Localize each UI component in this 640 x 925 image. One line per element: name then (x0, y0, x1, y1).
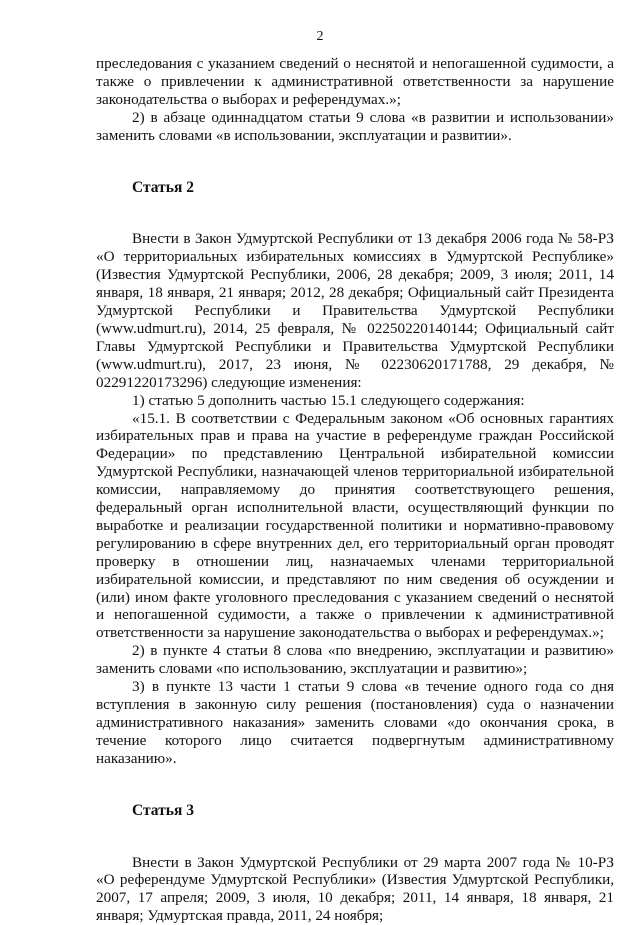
paragraph: «15.1. В соответствии с Федеральным законом «Об основных гарантиях избирательных прав и права на участие в референдуме граждан Российской Федерации» по представлению Центральной избирательной комиссии Удмуртской Республики, назначающей членов территориальной избирательной комиссии, направляемому до принятия соответствующего решения, федеральный орган исполнительной власти, осуществляющий функции по выработке и реализации государственной политики и нормативно-правовому регулированию в сфере внутренних дел, его территориальный орган проводят проверку в отношении лиц, назначаемых членами территориальной избирательной комиссии, и представляют по ним сведения об осуждении и (или) ином факте уголовного преследования с указанием сведений о неснятой и непогашенной судимости, а также о привлечении к административной ответственности за нарушение законодательства о выборах и референдумах.»; (96, 409, 614, 642)
paragraph: 3) в пункте 13 части 1 статьи 9 слова «в течение одного года со дня вступления в законную силу решения (постановления) суда о назначении административного наказания» заменить словами «до окончания срока, в течение которого лицо считается подвергнутым административному наказанию». (96, 678, 614, 767)
article-heading: Статья 3 (132, 801, 194, 819)
article-heading: Статья 2 (132, 178, 194, 196)
paragraph: Внести в Закон Удмуртской Республики от 13 декабря 2006 года № 58-РЗ «О территориальных избирательных комиссиях в Удмуртской Республике» (Известия Удмуртской Республики, 2006, 28 декабря; 2009, 3 июля; 2011, 14 января, 18 января, 21 января; 2012, 28 декабря; Официальный сайт Президента Удмуртской Республики и Правительства Удмуртской Республики (www.udmurt.ru), 2014, 25 февраля, № 02250220140144; Официальный сайт Главы Удмуртской Республики и Правительства Удмуртской Республики (www.udmurt.ru), 2017, 23 июня, № 02230620171788, 29 декабря, № 02291220173296) следующие изменения: (96, 230, 614, 391)
paragraph: 2) в пункте 4 статьи 8 слова «по внедрению, эксплуатации и развитию» заменить словами «по использованию, эксплуатации и развитию»; (96, 642, 614, 678)
document-body (96, 55, 614, 925)
paragraph: 1) статью 5 дополнить частью 15.1 следующего содержания: (132, 391, 525, 409)
page-number: 2 (316, 29, 324, 44)
paragraph: преследования с указанием сведений о неснятой и непогашенной судимости, а также о привлечении к административной ответственности за нарушение законодательства о выборах и референдумах.»; (96, 55, 614, 108)
paragraph: 2) в абзаце одиннадцатом статьи 9 слова «в развитии и использовании» заменить словами «в использовании, эксплуатации и развитии». (96, 108, 614, 144)
paragraph: Внести в Закон Удмуртской Республики от 29 марта 2007 года № 10-РЗ «О референдуме Удмуртской Республики» (Известия Удмуртской Республики, 2007, 17 апреля; 2009, 3 июля, 10 декабря; 2011, 14 января, 18 января, 21 января; Удмуртская правда, 2011, 24 ноября; (96, 853, 614, 925)
